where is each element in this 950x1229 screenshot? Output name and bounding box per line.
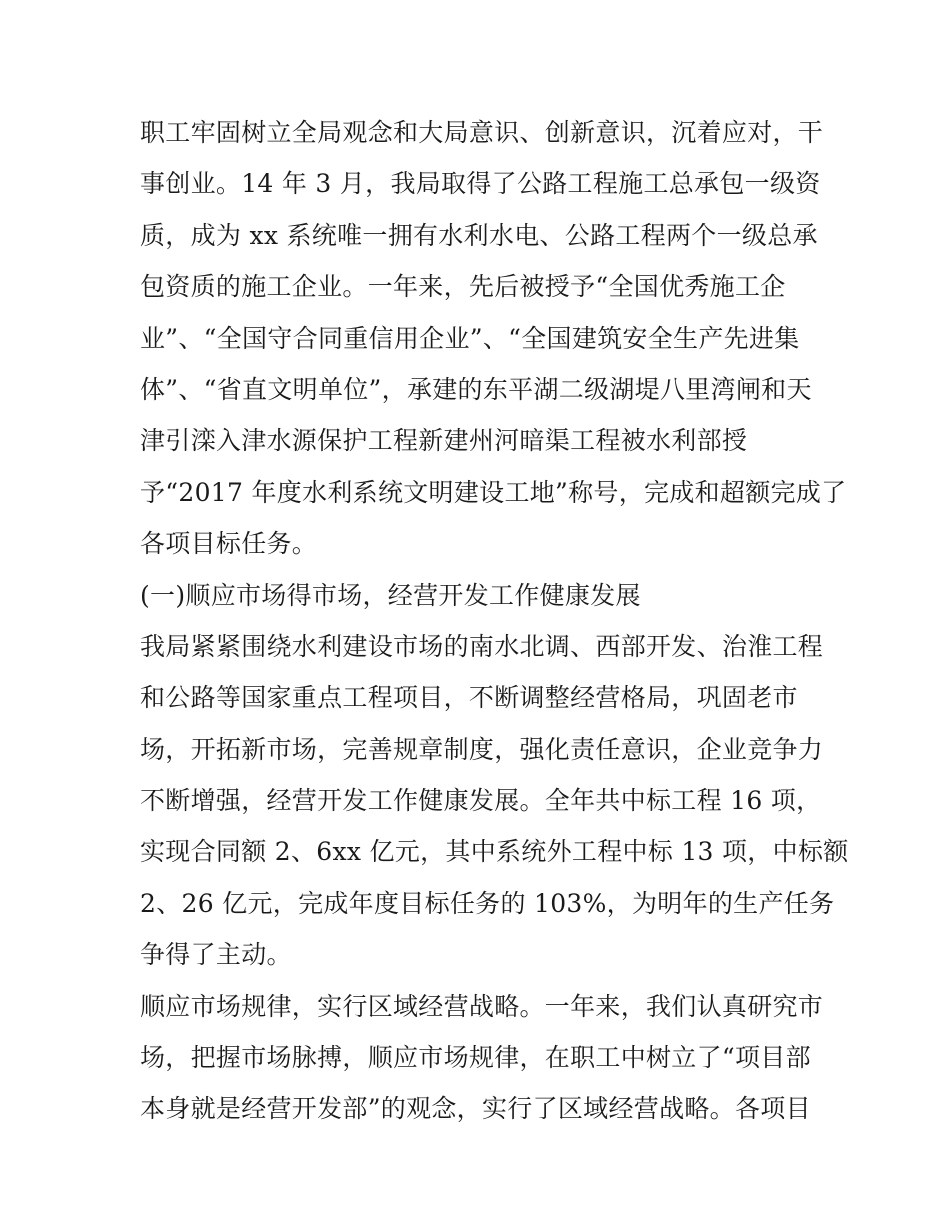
text-line-16: 2、26 亿元，完成年度目标任务的 103%，为明年的生产任务 bbox=[140, 888, 835, 918]
text-line-4: 包资质的施工企业。一年来，先后被授予“全国优秀施工企 bbox=[140, 272, 786, 302]
text-line-17: 争得了主动。 bbox=[140, 940, 292, 970]
text-line-11: 我局紧紧围绕水利建设市场的南水北调、西部开发、治淮工程 bbox=[140, 631, 824, 661]
text-line-8: 予“2017 年度水利系统文明建设工地”称号，完成和超额完成了 bbox=[140, 477, 847, 507]
text-line-14: 不断增强，经营开发工作健康发展。全年共中标工程 16 项， bbox=[140, 786, 822, 816]
text-line-2: 事创业。14 年 3 月，我局取得了公路工程施工总承包一级资 bbox=[140, 169, 821, 199]
text-line-18: 顺应市场规律，实行区域经营战略。一年来，我们认真研究市 bbox=[140, 991, 824, 1021]
text-line-3: 质，成为 xx 系统唯一拥有水利水电、公路工程两个一级总承 bbox=[140, 220, 818, 250]
text-line-15: 实现合同额 2、6xx 亿元，其中系统外工程中标 13 项，中标额 bbox=[140, 837, 849, 867]
text-line-12: 和公路等国家重点工程项目，不断调整经营格局，巩固老市 bbox=[140, 683, 798, 713]
text-line-19: 场，把握市场脉搏，顺应市场规律，在职工中树立了“项目部 bbox=[140, 1043, 811, 1073]
text-line-9: 各项目标任务。 bbox=[140, 529, 318, 559]
body-text bbox=[140, 107, 849, 1135]
text-line-20: 本身就是经营开发部”的观念，实行了区域经营战略。各项目 bbox=[140, 1094, 811, 1124]
text-line-5: 业”、“全国守合同重信用企业”、“全国建筑安全生产先进集 bbox=[140, 323, 800, 353]
text-line-7: 津引滦入津水源保护工程新建州河暗渠工程被水利部授 bbox=[140, 426, 748, 456]
text-line-1: 职工牢固树立全局观念和大局意识、创新意识，沉着应对，干 bbox=[140, 118, 824, 147]
section-heading: (一)顺应市场得市场，经营开发工作健康发展 bbox=[140, 580, 641, 610]
text-line-6: 体”、“省直文明单位”，承建的东平湖二级湖堤八里湾闸和天 bbox=[140, 374, 812, 404]
text-line-13: 场，开拓新市场，完善规章制度，强化责任意识，企业竞争力 bbox=[140, 734, 824, 764]
